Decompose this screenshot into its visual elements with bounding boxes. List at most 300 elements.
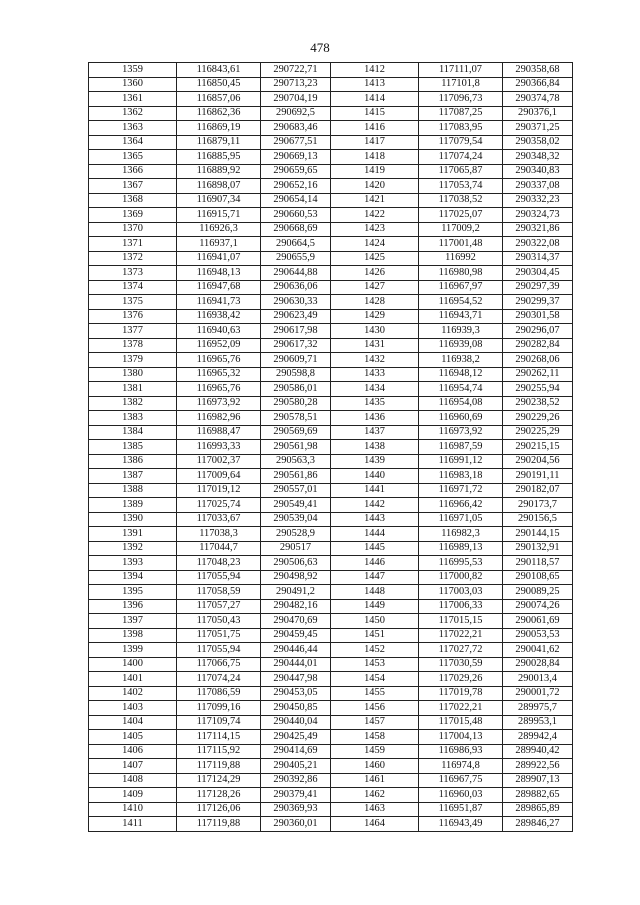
cell-y-coordinate: 290586,01 xyxy=(261,382,331,397)
cell-x-coordinate: 117066,75 xyxy=(177,657,261,672)
cell-y-coordinate: 290704,19 xyxy=(261,92,331,107)
cell-y-coordinate: 290268,06 xyxy=(503,353,573,368)
cell-point-number: 1426 xyxy=(331,266,419,281)
cell-x-coordinate: 117055,94 xyxy=(177,643,261,658)
cell-y-coordinate: 290482,16 xyxy=(261,599,331,614)
cell-point-number: 1377 xyxy=(89,324,177,339)
cell-y-coordinate: 290669,13 xyxy=(261,150,331,165)
cell-y-coordinate: 290061,69 xyxy=(503,614,573,629)
cell-point-number: 1363 xyxy=(89,121,177,136)
cell-x-coordinate: 116862,36 xyxy=(177,106,261,121)
table-row xyxy=(89,280,573,295)
cell-y-coordinate: 289940,42 xyxy=(503,744,573,759)
table-row xyxy=(89,802,573,817)
cell-point-number: 1388 xyxy=(89,483,177,498)
cell-point-number: 1402 xyxy=(89,686,177,701)
cell-x-coordinate: 116986,93 xyxy=(419,744,503,759)
cell-x-coordinate: 116973,92 xyxy=(177,396,261,411)
cell-point-number: 1450 xyxy=(331,614,419,629)
cell-y-coordinate: 290144,15 xyxy=(503,527,573,542)
cell-y-coordinate: 290683,46 xyxy=(261,121,331,136)
cell-x-coordinate: 116941,73 xyxy=(177,295,261,310)
cell-y-coordinate: 290013,4 xyxy=(503,672,573,687)
cell-point-number: 1428 xyxy=(331,295,419,310)
cell-y-coordinate: 290041,62 xyxy=(503,643,573,658)
cell-point-number: 1404 xyxy=(89,715,177,730)
cell-y-coordinate: 290713,23 xyxy=(261,77,331,92)
table-row xyxy=(89,295,573,310)
cell-point-number: 1449 xyxy=(331,599,419,614)
cell-point-number: 1373 xyxy=(89,266,177,281)
cell-point-number: 1365 xyxy=(89,150,177,165)
cell-point-number: 1405 xyxy=(89,730,177,745)
cell-point-number: 1436 xyxy=(331,411,419,426)
cell-x-coordinate: 117055,94 xyxy=(177,570,261,585)
cell-y-coordinate: 290132,91 xyxy=(503,541,573,556)
table-row xyxy=(89,527,573,542)
cell-x-coordinate: 116965,76 xyxy=(177,353,261,368)
cell-point-number: 1366 xyxy=(89,164,177,179)
cell-point-number: 1416 xyxy=(331,121,419,136)
table-row xyxy=(89,193,573,208)
cell-x-coordinate: 117019,12 xyxy=(177,483,261,498)
table-row xyxy=(89,150,573,165)
cell-y-coordinate: 290191,11 xyxy=(503,469,573,484)
cell-y-coordinate: 290299,37 xyxy=(503,295,573,310)
table-row xyxy=(89,788,573,803)
cell-point-number: 1372 xyxy=(89,251,177,266)
cell-y-coordinate: 290668,69 xyxy=(261,222,331,237)
cell-point-number: 1396 xyxy=(89,599,177,614)
cell-y-coordinate: 290204,56 xyxy=(503,454,573,469)
cell-y-coordinate: 290659,65 xyxy=(261,164,331,179)
table-row xyxy=(89,817,573,832)
page-number: 478 xyxy=(310,40,330,55)
cell-x-coordinate: 117099,16 xyxy=(177,701,261,716)
cell-y-coordinate: 290453,05 xyxy=(261,686,331,701)
table-row xyxy=(89,512,573,527)
cell-x-coordinate: 116980,98 xyxy=(419,266,503,281)
table-row xyxy=(89,237,573,252)
cell-x-coordinate: 116991,12 xyxy=(419,454,503,469)
table-row xyxy=(89,715,573,730)
table-row xyxy=(89,686,573,701)
cell-point-number: 1362 xyxy=(89,106,177,121)
cell-x-coordinate: 116992 xyxy=(419,251,503,266)
cell-y-coordinate: 290369,93 xyxy=(261,802,331,817)
table-row xyxy=(89,121,573,136)
cell-x-coordinate: 116940,63 xyxy=(177,324,261,339)
cell-y-coordinate: 289882,65 xyxy=(503,788,573,803)
table-row xyxy=(89,106,573,121)
cell-x-coordinate: 116960,69 xyxy=(419,411,503,426)
cell-x-coordinate: 117006,33 xyxy=(419,599,503,614)
cell-x-coordinate: 116898,07 xyxy=(177,179,261,194)
table-row xyxy=(89,744,573,759)
cell-y-coordinate: 290182,07 xyxy=(503,483,573,498)
cell-y-coordinate: 290498,92 xyxy=(261,570,331,585)
cell-x-coordinate: 117009,2 xyxy=(419,222,503,237)
cell-point-number: 1374 xyxy=(89,280,177,295)
cell-point-number: 1451 xyxy=(331,628,419,643)
table-row xyxy=(89,556,573,571)
cell-point-number: 1424 xyxy=(331,237,419,252)
cell-x-coordinate: 117022,21 xyxy=(419,701,503,716)
cell-point-number: 1425 xyxy=(331,251,419,266)
cell-x-coordinate: 116989,13 xyxy=(419,541,503,556)
cell-x-coordinate: 117074,24 xyxy=(177,672,261,687)
cell-point-number: 1364 xyxy=(89,135,177,150)
cell-point-number: 1447 xyxy=(331,570,419,585)
cell-x-coordinate: 117083,95 xyxy=(419,121,503,136)
table-row xyxy=(89,411,573,426)
cell-y-coordinate: 290229,26 xyxy=(503,411,573,426)
table-row xyxy=(89,164,573,179)
cell-x-coordinate: 117003,03 xyxy=(419,585,503,600)
cell-x-coordinate: 116943,49 xyxy=(419,817,503,832)
cell-x-coordinate: 117025,74 xyxy=(177,498,261,513)
cell-x-coordinate: 117119,88 xyxy=(177,759,261,774)
cell-point-number: 1438 xyxy=(331,440,419,455)
cell-y-coordinate: 290664,5 xyxy=(261,237,331,252)
cell-x-coordinate: 117019,78 xyxy=(419,686,503,701)
cell-y-coordinate: 290444,01 xyxy=(261,657,331,672)
cell-y-coordinate: 290623,49 xyxy=(261,309,331,324)
cell-y-coordinate: 290557,01 xyxy=(261,483,331,498)
cell-point-number: 1430 xyxy=(331,324,419,339)
cell-point-number: 1445 xyxy=(331,541,419,556)
cell-x-coordinate: 117119,88 xyxy=(177,817,261,832)
coordinates-table-body xyxy=(89,63,573,832)
cell-x-coordinate: 116938,42 xyxy=(177,309,261,324)
cell-x-coordinate: 117096,73 xyxy=(419,92,503,107)
cell-y-coordinate: 290549,41 xyxy=(261,498,331,513)
cell-y-coordinate: 290677,51 xyxy=(261,135,331,150)
table-row xyxy=(89,773,573,788)
cell-point-number: 1407 xyxy=(89,759,177,774)
cell-y-coordinate: 290358,02 xyxy=(503,135,573,150)
cell-point-number: 1410 xyxy=(89,802,177,817)
cell-y-coordinate: 290654,14 xyxy=(261,193,331,208)
cell-y-coordinate: 290425,49 xyxy=(261,730,331,745)
cell-point-number: 1446 xyxy=(331,556,419,571)
cell-x-coordinate: 116948,13 xyxy=(177,266,261,281)
table-row xyxy=(89,701,573,716)
cell-point-number: 1387 xyxy=(89,469,177,484)
cell-point-number: 1370 xyxy=(89,222,177,237)
cell-point-number: 1389 xyxy=(89,498,177,513)
cell-x-coordinate: 117002,37 xyxy=(177,454,261,469)
table-row xyxy=(89,92,573,107)
cell-y-coordinate: 290414,69 xyxy=(261,744,331,759)
table-row xyxy=(89,730,573,745)
cell-x-coordinate: 116879,11 xyxy=(177,135,261,150)
cell-point-number: 1433 xyxy=(331,367,419,382)
cell-x-coordinate: 117029,26 xyxy=(419,672,503,687)
cell-x-coordinate: 117022,21 xyxy=(419,628,503,643)
table-row xyxy=(89,353,573,368)
coordinates-table xyxy=(88,62,573,832)
cell-y-coordinate: 289846,27 xyxy=(503,817,573,832)
table-row xyxy=(89,367,573,382)
cell-x-coordinate: 116993,33 xyxy=(177,440,261,455)
table-row xyxy=(89,759,573,774)
cell-x-coordinate: 116971,05 xyxy=(419,512,503,527)
table-row xyxy=(89,266,573,281)
table-row xyxy=(89,382,573,397)
cell-point-number: 1361 xyxy=(89,92,177,107)
cell-y-coordinate: 290376,1 xyxy=(503,106,573,121)
cell-y-coordinate: 290392,86 xyxy=(261,773,331,788)
cell-point-number: 1400 xyxy=(89,657,177,672)
cell-x-coordinate: 116954,52 xyxy=(419,295,503,310)
cell-y-coordinate: 289942,4 xyxy=(503,730,573,745)
cell-y-coordinate: 290379,41 xyxy=(261,788,331,803)
cell-point-number: 1395 xyxy=(89,585,177,600)
cell-y-coordinate: 290108,65 xyxy=(503,570,573,585)
cell-y-coordinate: 290297,39 xyxy=(503,280,573,295)
cell-y-coordinate: 290074,26 xyxy=(503,599,573,614)
cell-y-coordinate: 290262,11 xyxy=(503,367,573,382)
cell-point-number: 1418 xyxy=(331,150,419,165)
cell-point-number: 1429 xyxy=(331,309,419,324)
cell-point-number: 1415 xyxy=(331,106,419,121)
cell-x-coordinate: 116974,8 xyxy=(419,759,503,774)
cell-y-coordinate: 290617,32 xyxy=(261,338,331,353)
cell-point-number: 1412 xyxy=(331,63,419,78)
cell-y-coordinate: 290609,71 xyxy=(261,353,331,368)
table-row xyxy=(89,222,573,237)
table-row xyxy=(89,614,573,629)
table-row xyxy=(89,324,573,339)
cell-x-coordinate: 116869,19 xyxy=(177,121,261,136)
cell-point-number: 1455 xyxy=(331,686,419,701)
cell-y-coordinate: 290301,58 xyxy=(503,309,573,324)
cell-x-coordinate: 116988,47 xyxy=(177,425,261,440)
cell-point-number: 1461 xyxy=(331,773,419,788)
cell-point-number: 1422 xyxy=(331,208,419,223)
cell-y-coordinate: 290561,86 xyxy=(261,469,331,484)
cell-y-coordinate: 290360,01 xyxy=(261,817,331,832)
cell-y-coordinate: 290238,52 xyxy=(503,396,573,411)
cell-point-number: 1434 xyxy=(331,382,419,397)
cell-x-coordinate: 117048,23 xyxy=(177,556,261,571)
cell-x-coordinate: 117015,15 xyxy=(419,614,503,629)
cell-point-number: 1454 xyxy=(331,672,419,687)
cell-y-coordinate: 290340,83 xyxy=(503,164,573,179)
cell-point-number: 1442 xyxy=(331,498,419,513)
cell-point-number: 1437 xyxy=(331,425,419,440)
cell-y-coordinate: 290470,69 xyxy=(261,614,331,629)
cell-x-coordinate: 117038,3 xyxy=(177,527,261,542)
cell-point-number: 1414 xyxy=(331,92,419,107)
table-row xyxy=(89,454,573,469)
cell-x-coordinate: 117044,7 xyxy=(177,541,261,556)
cell-point-number: 1390 xyxy=(89,512,177,527)
cell-y-coordinate: 290528,9 xyxy=(261,527,331,542)
table-row xyxy=(89,135,573,150)
cell-x-coordinate: 116982,3 xyxy=(419,527,503,542)
table-row xyxy=(89,63,573,78)
cell-y-coordinate: 290053,53 xyxy=(503,628,573,643)
cell-x-coordinate: 116907,34 xyxy=(177,193,261,208)
cell-x-coordinate: 116960,03 xyxy=(419,788,503,803)
cell-y-coordinate: 290314,37 xyxy=(503,251,573,266)
table-row xyxy=(89,208,573,223)
cell-x-coordinate: 117057,27 xyxy=(177,599,261,614)
cell-point-number: 1441 xyxy=(331,483,419,498)
cell-point-number: 1423 xyxy=(331,222,419,237)
cell-point-number: 1392 xyxy=(89,541,177,556)
cell-y-coordinate: 289922,56 xyxy=(503,759,573,774)
cell-x-coordinate: 117109,74 xyxy=(177,715,261,730)
cell-point-number: 1435 xyxy=(331,396,419,411)
cell-y-coordinate: 290358,68 xyxy=(503,63,573,78)
cell-x-coordinate: 116967,97 xyxy=(419,280,503,295)
cell-y-coordinate: 290324,73 xyxy=(503,208,573,223)
cell-x-coordinate: 117000,82 xyxy=(419,570,503,585)
cell-point-number: 1459 xyxy=(331,744,419,759)
cell-y-coordinate: 290296,07 xyxy=(503,324,573,339)
cell-x-coordinate: 117115,92 xyxy=(177,744,261,759)
cell-x-coordinate: 117009,64 xyxy=(177,469,261,484)
cell-point-number: 1393 xyxy=(89,556,177,571)
cell-y-coordinate: 290517 xyxy=(261,541,331,556)
cell-point-number: 1460 xyxy=(331,759,419,774)
cell-x-coordinate: 116954,74 xyxy=(419,382,503,397)
cell-point-number: 1394 xyxy=(89,570,177,585)
table-row xyxy=(89,672,573,687)
cell-y-coordinate: 290636,06 xyxy=(261,280,331,295)
cell-x-coordinate: 116843,61 xyxy=(177,63,261,78)
cell-x-coordinate: 116915,71 xyxy=(177,208,261,223)
cell-x-coordinate: 117086,59 xyxy=(177,686,261,701)
cell-point-number: 1453 xyxy=(331,657,419,672)
cell-y-coordinate: 290321,86 xyxy=(503,222,573,237)
table-row xyxy=(89,570,573,585)
cell-x-coordinate: 117128,26 xyxy=(177,788,261,803)
cell-x-coordinate: 117065,87 xyxy=(419,164,503,179)
table-row xyxy=(89,179,573,194)
cell-x-coordinate: 116965,32 xyxy=(177,367,261,382)
cell-x-coordinate: 116939,3 xyxy=(419,324,503,339)
cell-x-coordinate: 116943,71 xyxy=(419,309,503,324)
cell-x-coordinate: 116965,76 xyxy=(177,382,261,397)
cell-x-coordinate: 117001,48 xyxy=(419,237,503,252)
cell-x-coordinate: 116982,96 xyxy=(177,411,261,426)
cell-y-coordinate: 290450,85 xyxy=(261,701,331,716)
cell-point-number: 1380 xyxy=(89,367,177,382)
table-row xyxy=(89,657,573,672)
table-row xyxy=(89,251,573,266)
cell-point-number: 1378 xyxy=(89,338,177,353)
cell-point-number: 1376 xyxy=(89,309,177,324)
cell-x-coordinate: 116995,53 xyxy=(419,556,503,571)
cell-point-number: 1368 xyxy=(89,193,177,208)
cell-point-number: 1431 xyxy=(331,338,419,353)
cell-x-coordinate: 116938,2 xyxy=(419,353,503,368)
table-row xyxy=(89,498,573,513)
cell-x-coordinate: 117015,48 xyxy=(419,715,503,730)
cell-y-coordinate: 290332,23 xyxy=(503,193,573,208)
cell-x-coordinate: 117030,59 xyxy=(419,657,503,672)
cell-y-coordinate: 290630,33 xyxy=(261,295,331,310)
table-row xyxy=(89,77,573,92)
cell-x-coordinate: 117027,72 xyxy=(419,643,503,658)
cell-x-coordinate: 116941,07 xyxy=(177,251,261,266)
table-row xyxy=(89,469,573,484)
cell-y-coordinate: 290655,9 xyxy=(261,251,331,266)
table-row xyxy=(89,541,573,556)
table-row xyxy=(89,309,573,324)
cell-y-coordinate: 290337,08 xyxy=(503,179,573,194)
cell-y-coordinate: 290215,15 xyxy=(503,440,573,455)
cell-x-coordinate: 116971,72 xyxy=(419,483,503,498)
cell-x-coordinate: 117074,24 xyxy=(419,150,503,165)
cell-point-number: 1379 xyxy=(89,353,177,368)
cell-y-coordinate: 290371,25 xyxy=(503,121,573,136)
cell-y-coordinate: 290001,72 xyxy=(503,686,573,701)
cell-y-coordinate: 290405,21 xyxy=(261,759,331,774)
cell-y-coordinate: 290173,7 xyxy=(503,498,573,513)
cell-x-coordinate: 117114,15 xyxy=(177,730,261,745)
cell-y-coordinate: 290028,84 xyxy=(503,657,573,672)
cell-point-number: 1382 xyxy=(89,396,177,411)
cell-point-number: 1448 xyxy=(331,585,419,600)
cell-y-coordinate: 290446,44 xyxy=(261,643,331,658)
cell-point-number: 1381 xyxy=(89,382,177,397)
cell-y-coordinate: 290644,88 xyxy=(261,266,331,281)
cell-point-number: 1420 xyxy=(331,179,419,194)
cell-point-number: 1456 xyxy=(331,701,419,716)
cell-y-coordinate: 290652,16 xyxy=(261,179,331,194)
cell-y-coordinate: 290459,45 xyxy=(261,628,331,643)
cell-x-coordinate: 116857,06 xyxy=(177,92,261,107)
cell-point-number: 1439 xyxy=(331,454,419,469)
cell-x-coordinate: 116983,18 xyxy=(419,469,503,484)
cell-point-number: 1443 xyxy=(331,512,419,527)
cell-point-number: 1399 xyxy=(89,643,177,658)
cell-y-coordinate: 290118,57 xyxy=(503,556,573,571)
cell-point-number: 1413 xyxy=(331,77,419,92)
cell-x-coordinate: 116951,87 xyxy=(419,802,503,817)
cell-y-coordinate: 290506,63 xyxy=(261,556,331,571)
cell-y-coordinate: 290569,69 xyxy=(261,425,331,440)
cell-x-coordinate: 117124,29 xyxy=(177,773,261,788)
cell-x-coordinate: 116889,92 xyxy=(177,164,261,179)
cell-y-coordinate: 290156,5 xyxy=(503,512,573,527)
cell-x-coordinate: 116948,12 xyxy=(419,367,503,382)
cell-y-coordinate: 289865,89 xyxy=(503,802,573,817)
cell-point-number: 1384 xyxy=(89,425,177,440)
cell-point-number: 1391 xyxy=(89,527,177,542)
cell-y-coordinate: 290282,84 xyxy=(503,338,573,353)
cell-y-coordinate: 290660,53 xyxy=(261,208,331,223)
cell-point-number: 1411 xyxy=(89,817,177,832)
cell-x-coordinate: 117051,75 xyxy=(177,628,261,643)
cell-x-coordinate: 117058,59 xyxy=(177,585,261,600)
cell-x-coordinate: 116973,92 xyxy=(419,425,503,440)
cell-y-coordinate: 289975,7 xyxy=(503,701,573,716)
table-row xyxy=(89,440,573,455)
cell-y-coordinate: 290225,29 xyxy=(503,425,573,440)
cell-point-number: 1463 xyxy=(331,802,419,817)
table-row xyxy=(89,643,573,658)
cell-point-number: 1397 xyxy=(89,614,177,629)
cell-point-number: 1406 xyxy=(89,744,177,759)
table-row xyxy=(89,483,573,498)
cell-point-number: 1457 xyxy=(331,715,419,730)
